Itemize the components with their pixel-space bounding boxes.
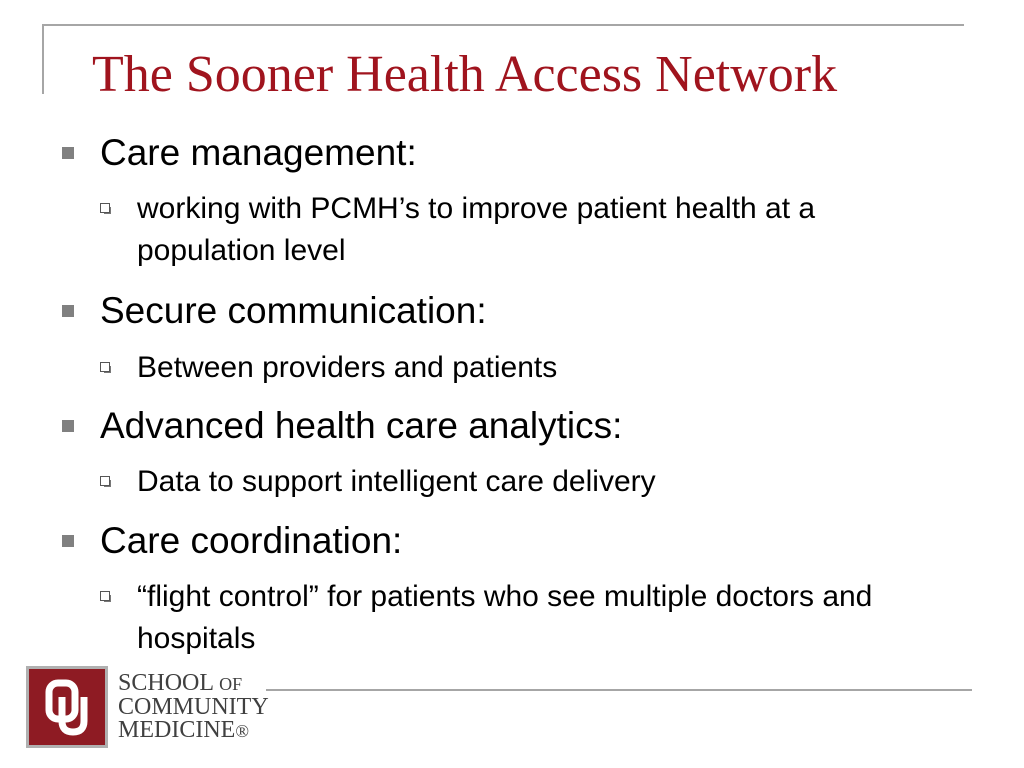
bullet-heading: Care coordination: — [100, 520, 403, 561]
sub-bullet-text: working with PCMH’s to improve patient health at a population level — [137, 192, 816, 267]
hollow-square-bullet-icon — [100, 362, 110, 372]
square-bullet-icon — [62, 147, 74, 159]
hollow-square-bullet-icon — [100, 476, 110, 486]
school-name-line1: SCHOOL OF — [118, 670, 243, 696]
ou-monogram-icon — [29, 669, 105, 745]
bullet-heading: Secure communication: — [100, 290, 487, 331]
footer-rule — [266, 689, 972, 691]
bullet-heading: Care management: — [100, 132, 417, 173]
ou-logo — [26, 666, 108, 748]
square-bullet-icon — [62, 420, 74, 432]
sub-bullet-text: Data to support intelligent care delivery — [137, 465, 656, 498]
school-name-line2: COMMUNITY — [118, 694, 269, 720]
sub-bullet-text: “flight control” for patients who see multiple doctors and hospitals — [137, 580, 873, 655]
school-name — [118, 672, 269, 743]
square-bullet-icon — [62, 305, 74, 317]
sub-bullet-text: Between providers and patients — [137, 351, 558, 384]
bullet-heading: Advanced health care analytics: — [100, 405, 623, 446]
slide-title: The Sooner Health Access Network — [92, 46, 838, 103]
square-bullet-icon — [62, 535, 74, 547]
hollow-square-bullet-icon — [100, 591, 110, 601]
hollow-square-bullet-icon — [100, 203, 110, 213]
school-name-line3: MEDICINE® — [118, 717, 250, 743]
